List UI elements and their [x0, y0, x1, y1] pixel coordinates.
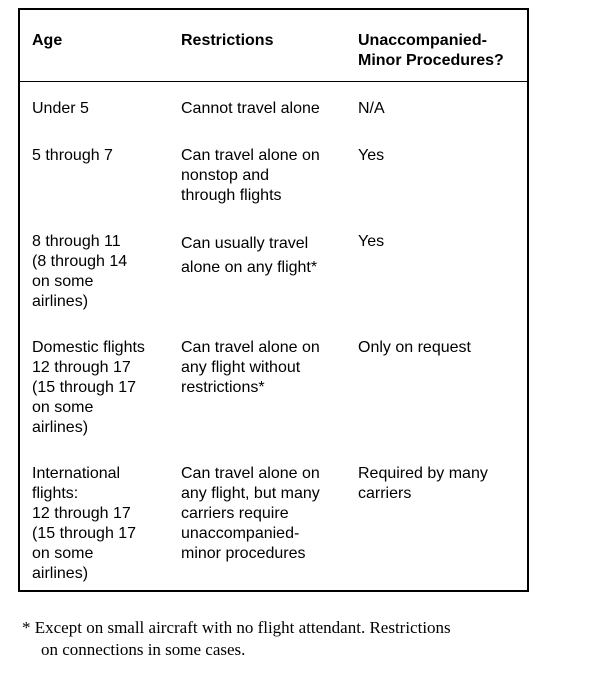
- cell-line: on some: [32, 545, 94, 562]
- cell-line: through flights: [181, 187, 282, 204]
- footnote: [22, 617, 592, 661]
- header-age: [32, 31, 172, 51]
- row-2-procedures: [358, 146, 528, 166]
- cell-line: flights:: [32, 485, 79, 502]
- cell-line: restrictions*: [181, 379, 265, 396]
- row-2-restrictions: [181, 146, 351, 206]
- cell-line: any flight, but many: [181, 485, 320, 502]
- cell-line: 12 through 17: [32, 359, 131, 376]
- cell-line: airlines): [32, 565, 89, 582]
- cell-line: Only on request: [358, 339, 471, 356]
- row-5-procedures: [358, 464, 528, 504]
- cell-line: airlines): [32, 419, 89, 436]
- header-age-text: Age: [32, 32, 63, 49]
- cell-line: Yes: [358, 147, 385, 164]
- cell-line: 12 through 17: [32, 505, 131, 522]
- cell-line: any flight without: [181, 359, 301, 376]
- row-4-restrictions: [181, 338, 351, 398]
- cell-line: Can travel alone on: [181, 339, 320, 356]
- unaccompanied-minor-table: [18, 8, 529, 592]
- header-divider: [20, 81, 527, 82]
- cell-line: Yes: [358, 233, 385, 250]
- cell-line: on some: [32, 273, 94, 290]
- cell-line: (8 through 14: [32, 253, 128, 270]
- row-3-procedures: [358, 232, 528, 252]
- cell-line: (15 through 17: [32, 525, 137, 542]
- cell-line: airlines): [32, 293, 89, 310]
- header-procedures-line: Unaccompanied-: [358, 32, 487, 49]
- cell-line: 5 through 7: [32, 147, 113, 164]
- footnote-line: * Except on small aircraft with no flight attendant. Restrictions: [22, 618, 451, 637]
- header-restrictions-text: Restrictions: [181, 32, 274, 49]
- cell-line: unaccompanied-: [181, 525, 300, 542]
- header-procedures: [358, 31, 528, 71]
- row-2-age: [32, 146, 172, 166]
- row-5-restrictions: [181, 464, 351, 564]
- cell-line: carriers: [358, 485, 412, 502]
- header-procedures-line: Minor Procedures?: [358, 52, 504, 69]
- cell-line: Required by many: [358, 465, 488, 482]
- cell-line: alone on any flight*: [181, 259, 318, 276]
- row-3-restrictions: [181, 232, 351, 280]
- cell-line: (15 through 17: [32, 379, 137, 396]
- cell-line: Can travel alone on: [181, 465, 320, 482]
- row-3-age: [32, 232, 172, 312]
- cell-line: Cannot travel alone: [181, 100, 320, 117]
- header-restrictions: [181, 31, 351, 51]
- row-1-procedures: [358, 99, 528, 119]
- cell-line: Under 5: [32, 100, 89, 117]
- row-4-age: [32, 338, 172, 438]
- row-5-age: [32, 464, 172, 584]
- footnote-line: on connections in some cases.: [41, 640, 246, 659]
- cell-line: nonstop and: [181, 167, 270, 184]
- cell-line: minor procedures: [181, 545, 306, 562]
- cell-line: Can usually travel: [181, 235, 309, 252]
- cell-line: Domestic flights: [32, 339, 145, 356]
- cell-line: 8 through 11: [32, 233, 121, 250]
- row-4-procedures: [358, 338, 528, 358]
- cell-line: Can travel alone on: [181, 147, 320, 164]
- cell-line: on some: [32, 399, 94, 416]
- cell-line: International: [32, 465, 121, 482]
- cell-line: carriers require: [181, 505, 289, 522]
- row-1-restrictions: [181, 99, 351, 119]
- cell-line: N/A: [358, 100, 385, 117]
- row-1-age: [32, 99, 172, 119]
